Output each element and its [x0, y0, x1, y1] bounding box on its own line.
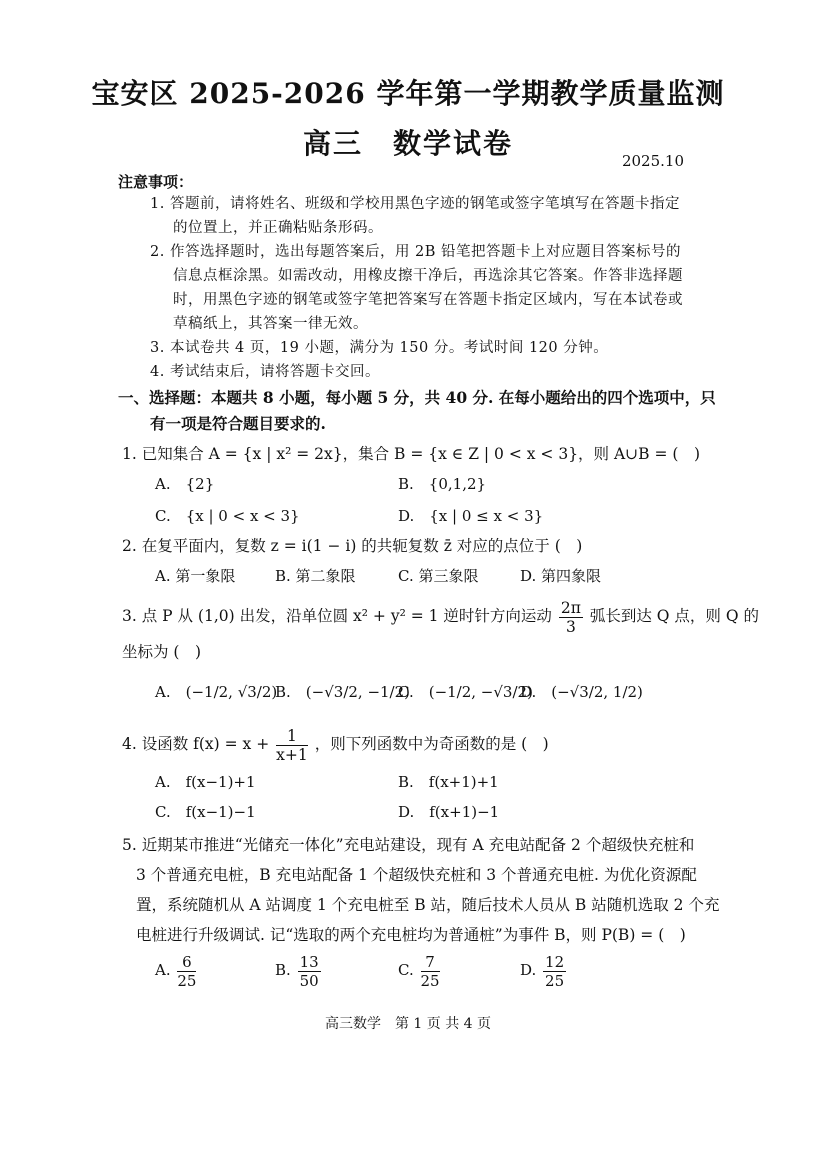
q3-option-c: C. (−1/2, −√3/2) [398, 683, 533, 701]
q5-d-den: 25 [545, 971, 565, 990]
question-3-stem-cont: 坐标为 ( ) [122, 643, 202, 661]
q5-c-den: 25 [420, 971, 440, 990]
q3-stem-post: 弧长到达 Q 点，则 Q 的 [589, 607, 759, 625]
q2-option-c: C. 第三象限 [398, 567, 479, 585]
q4-stem-pre: 4. 设函数 f(x) = x + [122, 735, 270, 753]
q5-a-label: A. [155, 961, 171, 979]
q4-option-b: B. f(x+1)+1 [398, 773, 499, 791]
note-line: 3. 本试卷共 4 页，19 小题，满分为 150 分。考试时间 120 分钟。 [150, 340, 609, 356]
q5-option-a [155, 950, 198, 990]
note-line: 信息点框涂黑。如需改动，用橡皮擦干净后，再选涂其它答案。作答非选择题 [173, 268, 683, 284]
q5-b-den: 50 [299, 971, 319, 990]
exam-subtitle: 高三 数学试卷 [302, 127, 513, 160]
note-line: 草稿纸上，其答案一律无效。 [173, 316, 368, 332]
q5-a-fraction [177, 953, 196, 990]
q3-frac-den: 3 [565, 617, 576, 636]
q5-d-num: 12 [545, 952, 565, 971]
exam-title: 宝安区 2025-2026 学年第一学期教学质量监测 [91, 77, 725, 110]
q4-stem-post: ，则下列函数中为奇函数的是 ( ) [314, 735, 549, 753]
question-4-stem [122, 722, 549, 766]
q5-a-num: 6 [177, 953, 196, 972]
q5-a-den: 25 [177, 971, 197, 990]
q4-option-c: C. f(x−1)−1 [155, 803, 256, 821]
q2-option-a: A. 第一象限 [155, 567, 236, 585]
q2-option-d: D. 第四象限 [520, 567, 602, 585]
question-3-stem [122, 594, 759, 638]
section-heading: 一、选择题：本题共 8 小题，每小题 5 分，共 40 分. 在每小题给出的四个选项中，只 [118, 388, 716, 407]
q5-d-label: D. [520, 961, 537, 979]
question-2-stem: 2. 在复平面内，复数 z = i(1 − i) 的共轭复数 z̄ 对应的点位于 ( ) [122, 537, 583, 555]
question-5-line: 5. 近期某市推进“光储充一体化”充电站建设，现有 A 充电站配备 2 个超级快充桩和 [122, 836, 695, 854]
question-5-line: 3 个普通充电桩，B 充电站配备 1 个超级快充桩和 3 个普通充电桩. 为优化资源配 [136, 866, 697, 884]
note-line: 的位置上，并正确粘贴条形码。 [173, 220, 383, 236]
q2-option-b: B. 第二象限 [275, 567, 356, 585]
q3-stem-pre: 3. 点 P 从 (1,0) 出发，沿单位圆 x² + y² = 1 逆时针方向运动 [122, 607, 552, 625]
q5-c-fraction [421, 953, 440, 990]
q5-b-fraction [298, 953, 321, 990]
note-line: 2. 作答选择题时，选出每题答案后，用 2B 铅笔把答题卡上对应题目答案标号的 [150, 244, 682, 260]
q4-fraction [276, 727, 308, 764]
q3-option-b: B. (−√3/2, −1/2) [275, 683, 411, 701]
q3-option-d: D. (−√3/2, 1/2) [520, 683, 643, 701]
exam-date: 2025.10 [621, 152, 684, 170]
note-line: 4. 考试结束后，请将答题卡交回。 [150, 364, 380, 380]
q4-option-d: D. f(x+1)−1 [398, 803, 500, 821]
q4-frac-num: 1 [276, 727, 308, 746]
q5-option-b [275, 950, 323, 990]
q5-d-fraction [543, 953, 566, 990]
q1-option-a: A. {2} [155, 475, 215, 493]
note-line: 时，用黑色字迹的钢笔或签字笔把答案写在答题卡指定区域内，写在本试卷或 [173, 292, 683, 308]
q5-b-num: 13 [299, 952, 319, 971]
q4-option-a: A. f(x−1)+1 [155, 773, 256, 791]
section-heading-cont: 有一项是符合题目要求的. [150, 414, 326, 433]
question-5-line: 电桩进行升级调试. 记“选取的两个充电桩均为普通桩”为事件 B，则 P(B) = ( ) [136, 926, 686, 944]
q4-frac-den: x+1 [276, 745, 308, 764]
question-1-stem: 1. 已知集合 A = {x | x² = 2x}，集合 B = {x ∈ Z | 0 < x < 3}，则 A∪B = ( ) [122, 445, 700, 463]
q5-b-label: B. [275, 961, 291, 979]
q3-arc-fraction [559, 599, 583, 636]
q1-option-d: D. {x | 0 ≤ x < 3} [398, 507, 544, 525]
q1-option-c: C. {x | 0 < x < 3} [155, 507, 300, 525]
q5-c-label: C. [398, 961, 414, 979]
q5-option-c [398, 950, 442, 990]
page-footer: 高三数学 第 1 页 共 4 页 [324, 1016, 492, 1032]
q5-option-d [520, 950, 568, 990]
q5-c-num: 7 [421, 953, 440, 972]
q3-frac-num: 2π [560, 598, 581, 617]
note-line: 1. 答题前，请将姓名、班级和学校用黑色字迹的钢笔或签字笔填写在答题卡指定 [150, 196, 680, 212]
question-5-line: 置，系统随机从 A 站调度 1 个充电桩至 B 站，随后技术人员从 B 站随机选取 2 个充 [136, 896, 720, 914]
q1-option-b: B. {0,1,2} [398, 475, 487, 493]
q3-option-a: A. (−1/2, √3/2) [155, 683, 278, 701]
notes-heading: 注意事项： [118, 173, 194, 191]
